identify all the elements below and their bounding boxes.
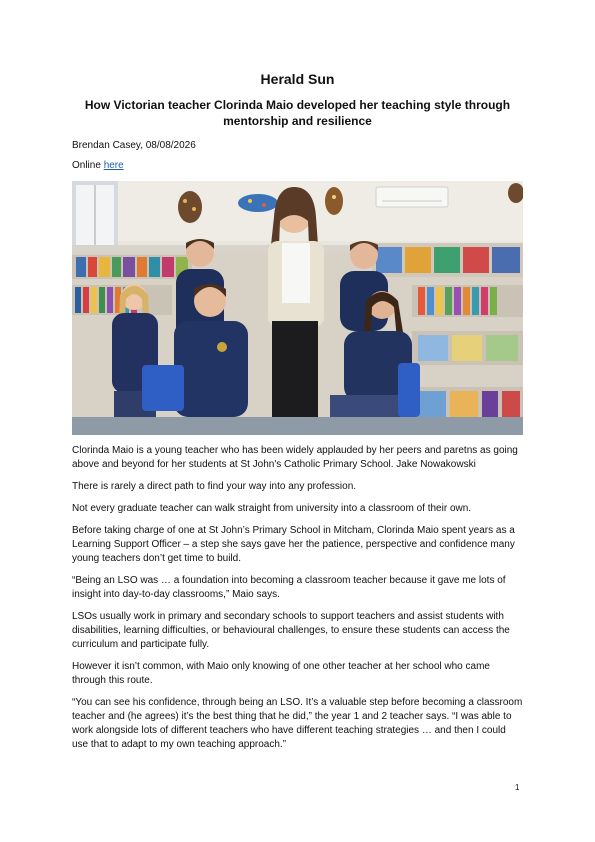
online-label: Online xyxy=(72,160,104,171)
online-line xyxy=(72,159,124,172)
byline: Brendan Casey, 08/08/2026 xyxy=(72,140,196,151)
paragraph: There is rarely a direct path to find your way into any profession. xyxy=(72,481,357,492)
classroom-photo xyxy=(72,181,523,435)
article-headline: How Victorian teacher Clorinda Maio developed her teaching style through mentorship and resilience xyxy=(84,98,511,128)
paragraph: However it isn’t common, with Maio only knowing of one other teacher at her school who came through this route. xyxy=(72,661,490,686)
photo-illustration xyxy=(72,181,523,435)
page-number: 1 xyxy=(515,783,520,792)
paragraph: Not every graduate teacher can walk straight from university into a classroom of their own. xyxy=(72,503,472,514)
paragraph: LSOs usually work in primary and secondary schools to support teachers and assist students with disabilities, learning difficulties, or behavioural challenges, to ensure these students can access the curriculum and participate fully. xyxy=(72,611,510,650)
photo-caption: Clorinda Maio is a young teacher who has been widely applauded by her peers and paretns as going above and beyond for her students at St John's Catholic Primary School. Jake Nowakowski xyxy=(72,445,518,470)
article-body xyxy=(72,444,523,760)
paragraph: Before taking charge of one at St John’s Primary School in Mitcham, Clorinda Maio spent years as a Learning Support Officer – a step she says gave her the patience, perspective and confidence many young teachers don’t get time to build. xyxy=(72,525,515,564)
paragraph: “Being an LSO was … a foundation into becoming a classroom teacher because it gave me lots of insight into day-to-day classrooms,” Maio says. xyxy=(72,575,506,600)
masthead: Herald Sun xyxy=(260,71,335,87)
paragraph: “You can see his confidence, through being an LSO. It’s a valuable step before becoming a classroom teacher and (he agrees) it’s the best thing that he did,” the year 1 and 2 teacher says. “I was able to work alongside lots of different teachers who have different teaching strategies … and then I could use that to adapt to my own teaching approach.” xyxy=(72,697,523,750)
online-link[interactable]: here xyxy=(103,160,124,171)
